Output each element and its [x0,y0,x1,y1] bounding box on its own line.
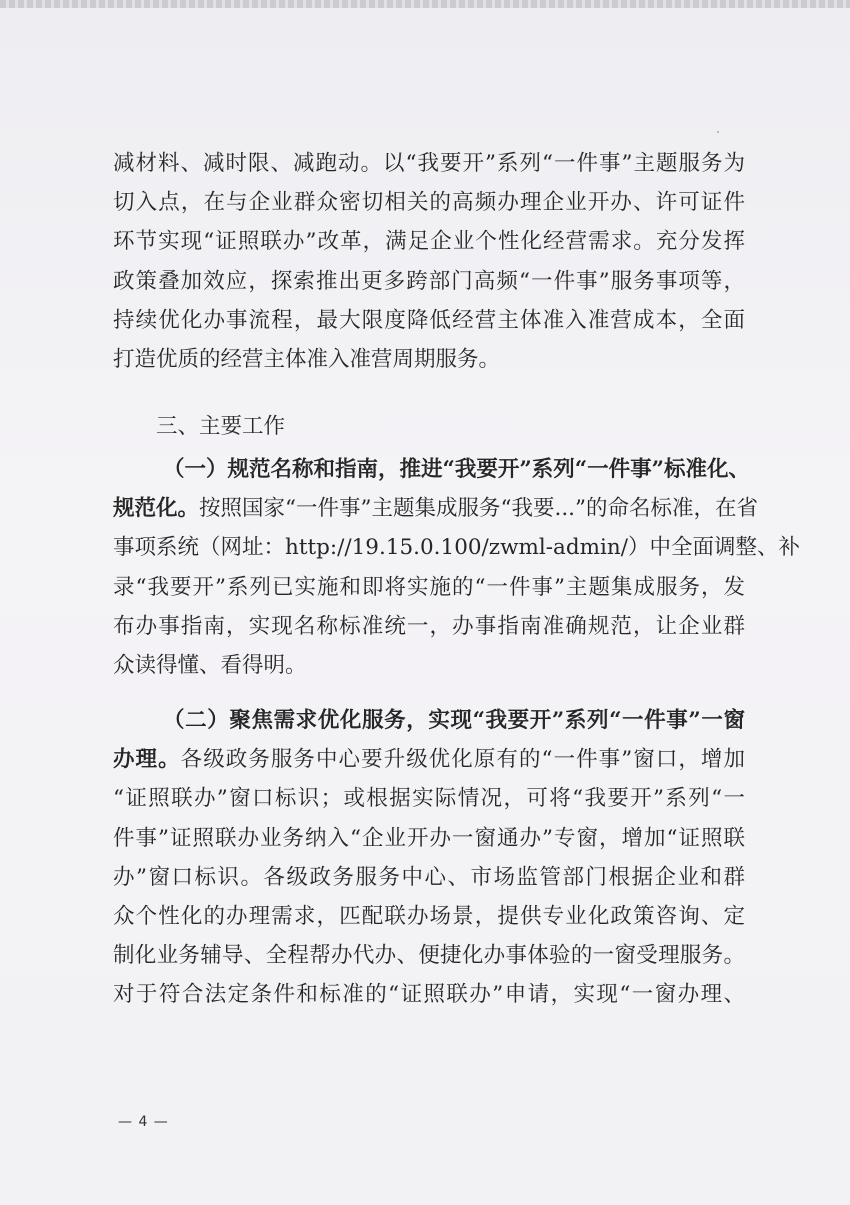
item-1-heading-end: 规范化。 [113,496,200,522]
page-number: — 4 — [118,1114,169,1130]
section-heading: 三、主要工作 [156,414,286,439]
text-line: 减材料、减时限、减跑动。以“我要开”系列“一件事”主题服务为 [113,151,745,176]
text-line: 布办事指南，实现名称标准统一，办事指南准确规范，让企业群 [113,613,745,639]
text-line: 切入点，在与企业群众密切相关的高频办理企业开办、许可证件 [113,190,745,216]
text-line: 环节实现“证照联办”改革，满足企业个性化经营需求。充分发挥 [113,229,745,255]
text-line [113,489,758,528]
text-line: 众个性化的办理需求，匹配联办场景，提供专业化政策咨询、定 [113,904,745,930]
text-segment: 各级政务服务中心要升级优化原有的“一件事”窗口，增加 [180,747,745,773]
text-line: 对于符合法定条件和标准的“证照联办”申请，实现“一窗办理、 [113,982,745,1008]
text-line: 制化业务辅导、全程帮办代办、便捷化办事体验的一窗受理服务。 [113,943,745,969]
section-item-2 [113,701,745,1015]
text-segment: 按照国家“一件事”主题集成服务“我要...”的命名标准，在省 [199,496,758,522]
paragraph-intro [113,144,745,379]
scan-top-edge [0,0,850,8]
text-line [113,740,745,779]
text-line: 件事”证照联办业务纳入“企业开办一窗通办”专窗，增加“证照联 [113,825,745,851]
scan-speck [717,131,719,133]
text-line: 持续优化办事流程，最大限度降低经营主体准入准营成本，全面 [113,307,745,333]
section-item-1 [113,450,800,685]
text-line: 众读得懂、看得明。 [113,653,307,679]
item-2-heading-end: 办理。 [113,747,181,773]
text-line: “证照联办”窗口标识；或根据实际情况，可将“我要开”系列“一 [113,786,745,812]
text-line: 事项系统（网址：http://19.15.0.100/zwml-admin/）中全面调整、补 [113,535,800,561]
item-1-heading: （一）规范名称和指南，推进“我要开”系列“一件事”标准化、 [163,457,750,482]
item-2-heading: （二）聚焦需求优化服务，实现“我要开”系列“一件事”一窗 [163,708,745,733]
text-line: 录“我要开”系列已实施和即将实施的“一件事”主题集成服务，发 [113,574,745,600]
text-line: 办”窗口标识。各级政务服务中心、市场监管部门根据企业和群 [113,864,745,890]
text-line: 打造优质的经营主体准入准营周期服务。 [113,347,501,373]
text-line: 政策叠加效应，探索推出更多跨部门高频“一件事”服务事项等， [113,268,745,294]
